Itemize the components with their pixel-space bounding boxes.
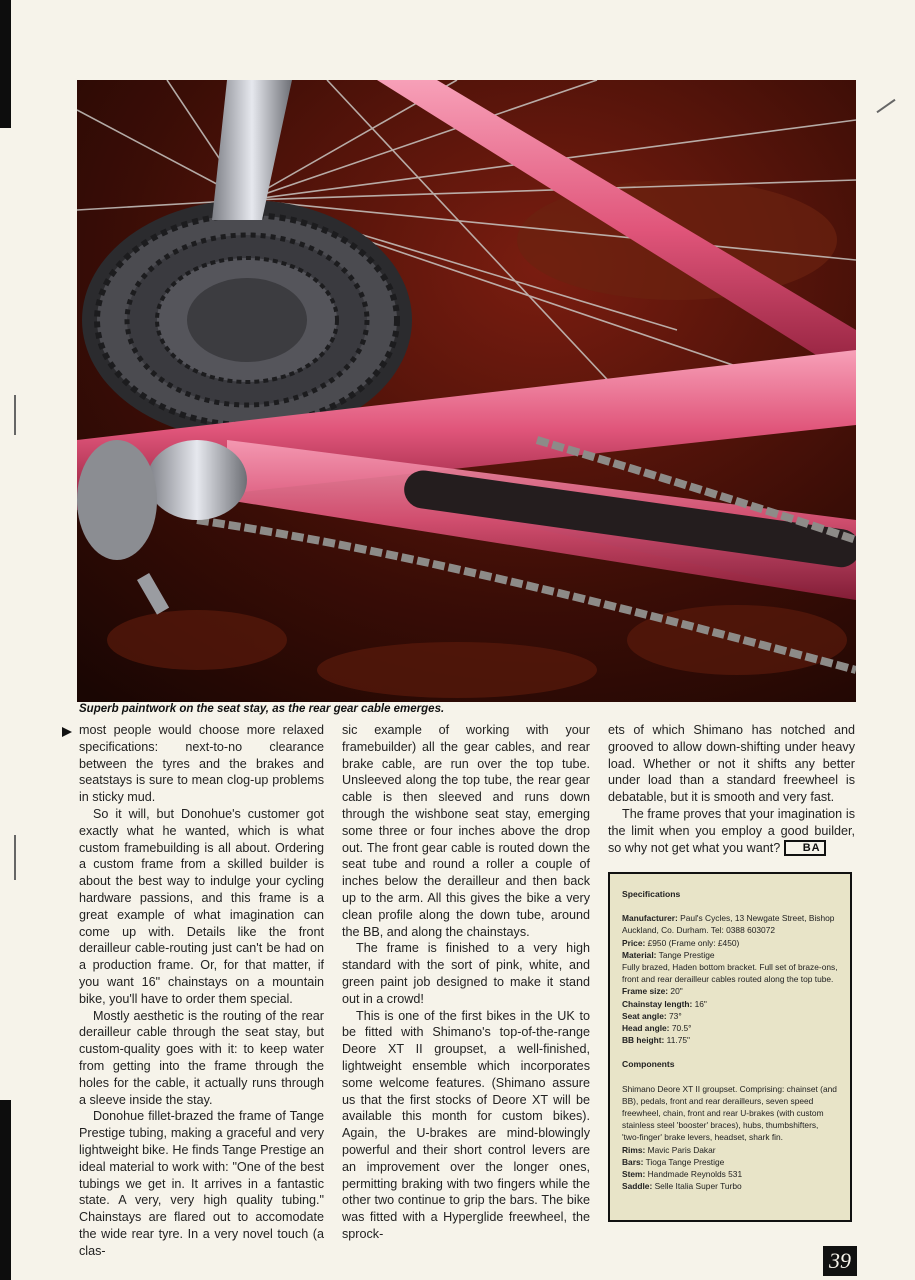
spec-material-note: Fully brazed, Haden bottom bracket. Full set of braze-ons, front and rear derailleur cables routed along the top tube.	[622, 962, 838, 985]
article-column-1	[79, 722, 324, 1260]
spec-seat-angle	[622, 1010, 838, 1022]
spec-label: Frame size:	[622, 986, 669, 997]
page-number: 39	[823, 1246, 857, 1276]
photo-caption: Superb paintwork on the seat stay, as the rear gear cable emerges.	[79, 703, 445, 715]
spec-saddle	[622, 1180, 838, 1192]
paragraph: most people would choose more relaxed specifications: next-to-no clearance between the tyres and the brakes and seatstays is sure to mean clog-up problems in sticky mud.	[79, 723, 324, 805]
specifications-box	[608, 872, 852, 1222]
spec-value: Paul's Cycles, 13 Newgate Street, Bishop Auckland, Co. Durham. Tel: 0388 603072	[622, 913, 835, 936]
spec-label: Saddle:	[622, 1181, 653, 1192]
spec-value: 20"	[670, 986, 683, 997]
spec-material	[622, 949, 838, 961]
specifications-heading: Specifications	[622, 889, 681, 899]
spec-label: Manufacturer:	[622, 913, 678, 924]
spec-value: Handmade Reynolds 531	[647, 1169, 743, 1180]
spec-label: Stem:	[622, 1169, 646, 1180]
article-column-3	[608, 722, 855, 856]
spec-stem	[622, 1168, 838, 1180]
spec-value: £950 (Frame only: £450)	[647, 937, 740, 948]
page-edge-mark	[14, 835, 16, 880]
paragraph: So it will, but Donohue's customer got exactly what he wanted, which is what custom framebuilding is all about. Ordering a custom frame from a skilled builder is about the best way to indulge your cycling hardware passions, and this frame is a great example of what imagination can come up with. Details like the front derailleur cable-routing just can't be had on a production frame. Or, for that matter, if you want 16" chainstays on a mountain bike, you'll have to order them special.	[79, 806, 324, 1006]
page-edge-mark	[14, 395, 16, 435]
spec-label: Chainstay length:	[622, 998, 693, 1009]
bike-photo-illustration	[77, 80, 856, 702]
paragraph: ets of which Shimano has notched and grooved to allow down-shifting under heavy load. Whether or not it shifts any better under load than a standard freewheel is debatable, but it is smooth and very fast.	[608, 723, 855, 805]
page-edge-bar-top	[0, 0, 11, 128]
spec-bars	[622, 1156, 838, 1168]
article-column-2	[342, 722, 590, 1243]
components-heading: Components	[622, 1059, 675, 1070]
spec-value: Mavic Paris Dakar	[647, 1144, 716, 1155]
spec-label: BB height:	[622, 1035, 665, 1046]
spec-value: Selle Italia Super Turbo	[654, 1181, 742, 1192]
spec-label: Bars:	[622, 1156, 644, 1167]
paragraph: Mostly aesthetic is the routing of the rear derailleur cable through the seat stay, but custom-quality goes with it: to keep water from getting into the frame through the holes for the cable, it actually runs through a sleeve inside the stay.	[79, 1008, 324, 1107]
spec-value: Tange Prestige	[658, 949, 715, 960]
spec-manufacturer	[622, 912, 838, 936]
paragraph-text: The frame proves that your imagination is the limit when you employ a good builder, so why not get what you want?	[608, 806, 855, 855]
paragraph: Donohue fillet-brazed the frame of Tange Prestige tubing, making a graceful and very lightweight bike. He finds Tange Prestige an ideal material to work with: "One of the best tubings we get in. It arrives in a fantastic state. A very, very high quality tubing." Chainstays are flared out to accomodate the wide rear tyre. In a very novel touch (a clas-	[79, 1109, 324, 1258]
spec-bb-height	[622, 1034, 838, 1046]
page-edge-bar-bottom	[0, 1100, 11, 1280]
ba-logo-icon: BA	[784, 840, 826, 856]
spec-price	[622, 937, 838, 949]
paragraph: This is one of the first bikes in the UK to be fitted with Shimano's top-of-the-range Deore XT II groupset, a well-finished, lightweight ensemble which incorporates some welcome features. (Shimano assure us that the first stocks of Deore XT will be available this month for custom bikes). Again, the U-brakes are mind-blowingly powerful and their short control levers are an improvement over the longer ones, permitting braking with two fingers while the other two continue to grip the bars. The bike was fitted with a Hyperglide freewheel, the sprock-	[342, 1008, 590, 1241]
spec-value: 73°	[669, 1010, 682, 1021]
continuation-arrow-icon	[62, 727, 72, 737]
spec-head-angle	[622, 1022, 838, 1034]
paragraph: The frame is finished to a very high standard with the sort of pink, white, and green paint job designed to make it stand out in a crowd!	[342, 941, 590, 1006]
spec-rims	[622, 1144, 838, 1156]
spec-chainstay	[622, 998, 838, 1010]
spec-frame-size	[622, 985, 838, 997]
spec-value: 11.75"	[666, 1035, 690, 1046]
bike-photo	[77, 80, 856, 702]
paragraph: sic example of working with your framebuilder) all the gear cables, and rear brake cable, are run over the top tube. Unsleeved along the top tube, the rear gear cable is then sleeved and runs down through the wishbone seat stay, emerging some three or four inches above the drop out. The front gear cable is routed down the seat tube and round a roller a couple of inches below the derailleur and then back up to the arm. All this gives the bike a very clean profile along the down tube, around the BB, and along the chainstays.	[342, 723, 590, 939]
spec-label: Seat angle:	[622, 1010, 667, 1021]
spec-label: Material:	[622, 949, 657, 960]
spec-label: Head angle:	[622, 1023, 670, 1034]
spec-value: 70.5°	[671, 1023, 692, 1034]
components-text: Shimano Deore XT II groupset. Comprising: chainset (and BB), pedals, front and rear derailleurs, seven speed freewheel, chain, front and rear U-brakes (with custom stainless steel 'booster' braces), hubs, thumbshifters, 'two-finger' brake levers, headset, shark fin.	[622, 1083, 837, 1143]
spec-value: Tioga Tange Prestige	[645, 1156, 725, 1167]
pencil-mark	[876, 99, 895, 113]
paragraph	[608, 806, 855, 856]
spec-label: Price:	[622, 937, 646, 948]
spec-value: 16"	[694, 998, 707, 1009]
spec-label: Rims:	[622, 1144, 646, 1155]
